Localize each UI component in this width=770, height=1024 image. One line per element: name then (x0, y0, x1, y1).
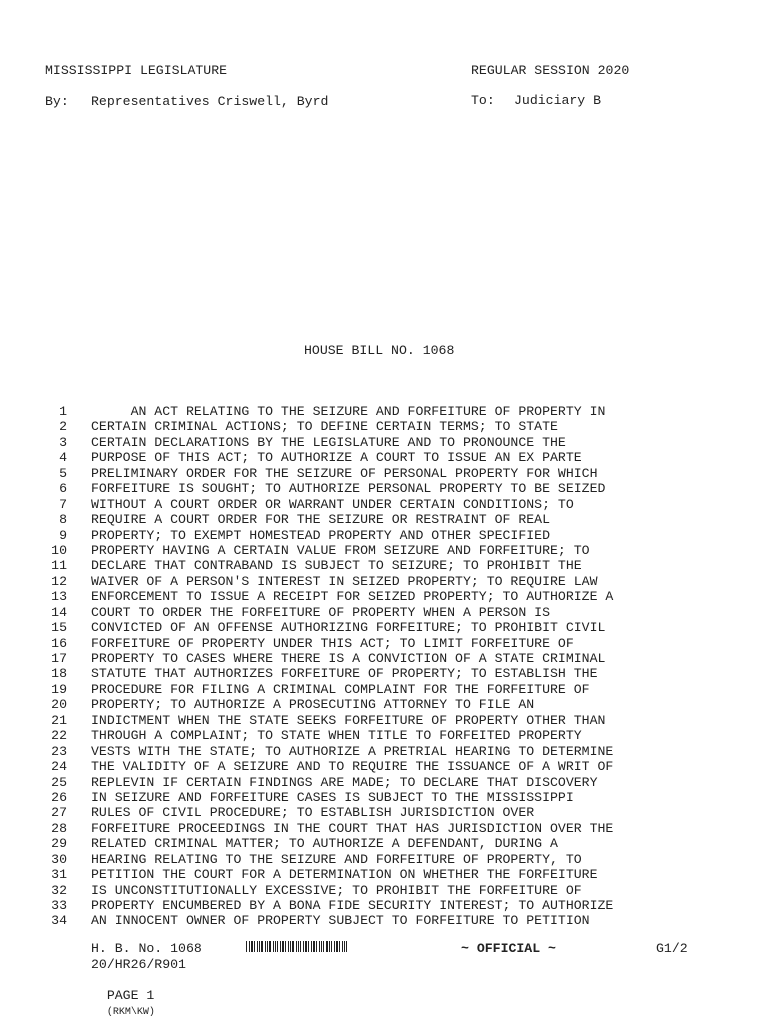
barcode-bar (305, 941, 307, 952)
footer-bill-ref: H. B. No. 1068 (91, 941, 202, 956)
line-text: AN INNOCENT OWNER OF PROPERTY SUBJECT TO FORFEITURE TO PETITION (91, 913, 590, 929)
bill-line (0, 466, 770, 481)
line-number: 11 (51, 558, 67, 574)
to-label: To: (471, 93, 495, 108)
line-text: PROPERTY; TO AUTHORIZE A PROSECUTING ATTORNEY TO FILE AN (91, 697, 535, 713)
bill-line (0, 419, 770, 434)
bill-line (0, 574, 770, 589)
line-text: PRELIMINARY ORDER FOR THE SEIZURE OF PERSONAL PROPERTY FOR WHICH (91, 465, 598, 481)
bill-line (0, 790, 770, 805)
barcode-bar (269, 941, 271, 952)
bill-line (0, 775, 770, 790)
barcode-bar (273, 941, 274, 952)
barcode-bar (259, 941, 260, 952)
barcode-bar (292, 941, 294, 952)
barcode-bar (265, 941, 266, 952)
line-number: 34 (51, 913, 67, 929)
bill-line (0, 589, 770, 604)
bill-line (0, 898, 770, 913)
barcode-bar (277, 941, 278, 952)
barcode-bar (282, 941, 284, 952)
barcode-bar (326, 941, 328, 952)
line-number: 3 (59, 434, 67, 450)
bill-line (0, 744, 770, 759)
barcode-bar (261, 941, 263, 952)
line-text: RELATED CRIMINAL MATTER; TO AUTHORIZE A DEFENDANT, DURING A (91, 836, 558, 852)
official-label: ~ OFFICIAL ~ (461, 941, 556, 956)
bill-line (0, 620, 770, 635)
bill-line (0, 682, 770, 697)
doc-code: 20/HR26/R901 (91, 957, 186, 972)
line-text: WAIVER OF A PERSON'S INTEREST IN SEIZED PROPERTY; TO REQUIRE LAW (91, 573, 598, 589)
barcode-bar (339, 941, 340, 952)
line-text: ENFORCEMENT TO ISSUE A RECEIPT FOR SEIZED PROPERTY; TO AUTHORIZE A (91, 589, 614, 605)
line-number: 20 (51, 697, 67, 713)
barcode-bar (246, 941, 247, 952)
line-number: 4 (59, 450, 67, 466)
bill-line (0, 543, 770, 558)
barcode-bar (323, 941, 324, 952)
barcode-bar (313, 941, 315, 952)
line-text: CERTAIN CRIMINAL ACTIONS; TO DEFINE CERTAIN TERMS; TO STATE (91, 419, 558, 435)
line-number: 24 (51, 759, 67, 775)
line-text: FORFEITURE IS SOUGHT; TO AUTHORIZE PERSONAL PROPERTY TO BE SEIZED (91, 481, 606, 497)
bill-line (0, 821, 770, 836)
line-number: 25 (51, 774, 67, 790)
line-number: 8 (59, 512, 67, 528)
line-text: IN SEIZURE AND FORFEITURE CASES IS SUBJECT TO THE MISSISSIPPI (91, 789, 574, 805)
line-text: PROCEDURE FOR FILING A CRIMINAL COMPLAINT FOR THE FORFEITURE OF (91, 681, 590, 697)
line-text: VESTS WITH THE STATE; TO AUTHORIZE A PRETRIAL HEARING TO DETERMINE (91, 743, 614, 759)
line-text: STATUTE THAT AUTHORIZES FORFEITURE OF PROPERTY; TO ESTABLISH THE (91, 666, 598, 682)
bill-line (0, 636, 770, 651)
bill-line (0, 435, 770, 450)
line-number: 19 (51, 681, 67, 697)
bill-line (0, 404, 770, 419)
line-number: 14 (51, 604, 67, 620)
barcode-bar (321, 941, 322, 952)
line-text: CONVICTED OF AN OFFENSE AUTHORIZING FORFEITURE; TO PROHIBIT CIVIL (91, 620, 606, 636)
session-title: REGULAR SESSION 2020 (471, 63, 630, 78)
barcode-bar (308, 941, 309, 952)
line-text: REQUIRE A COURT ORDER FOR THE SEIZURE OR RESTRAINT OF REAL (91, 512, 550, 528)
line-number: 1 (59, 404, 67, 419)
bill-line (0, 481, 770, 496)
barcode-bar (346, 941, 347, 952)
committee: Judiciary B (514, 93, 602, 108)
barcode-bar (280, 941, 281, 952)
line-number: 13 (51, 589, 67, 605)
bill-body (0, 404, 770, 929)
barcode-bar (267, 941, 268, 952)
line-number: 22 (51, 728, 67, 744)
page-code: G1/2 (656, 941, 688, 956)
line-number: 26 (51, 789, 67, 805)
bill-title: HOUSE BILL NO. 1068 (304, 343, 455, 358)
bill-line (0, 697, 770, 712)
line-number: 31 (51, 867, 67, 883)
page-number: PAGE 1 (106, 988, 155, 1003)
bill-line (0, 867, 770, 882)
bill-line (0, 852, 770, 867)
line-text: PROPERTY; TO EXEMPT HOMESTEAD PROPERTY AND OTHER SPECIFIED (91, 527, 550, 543)
line-number: 23 (51, 743, 67, 759)
bill-line (0, 558, 770, 573)
line-text: THE VALIDITY OF A SEIZURE AND TO REQUIRE THE ISSUANCE OF A WRIT OF (91, 759, 614, 775)
barcode-bar (275, 941, 276, 952)
bill-line (0, 713, 770, 728)
line-text: FORFEITURE OF PROPERTY UNDER THIS ACT; TO LIMIT FORFEITURE OF (91, 635, 574, 651)
bill-line (0, 605, 770, 620)
line-text: PROPERTY TO CASES WHERE THERE IS A CONVICTION OF A STATE CRIMINAL (91, 651, 606, 666)
barcode-bar (344, 941, 345, 952)
barcode-bar (300, 941, 301, 952)
line-number: 10 (51, 542, 67, 558)
line-text: CERTAIN DECLARATIONS BY THE LEGISLATURE AND TO PRONOUNCE THE (91, 434, 566, 450)
line-text: DECLARE THAT CONTRABAND IS SUBJECT TO SEIZURE; TO PROHIBIT THE (91, 558, 582, 574)
line-number: 7 (59, 496, 67, 512)
line-text: PROPERTY HAVING A CERTAIN VALUE FROM SEIZURE AND FORFEITURE; TO (91, 542, 590, 558)
line-number: 17 (51, 651, 67, 666)
line-text: HEARING RELATING TO THE SEIZURE AND FORFEITURE OF PROPERTY, TO (91, 851, 582, 867)
page-label (91, 973, 155, 1018)
barcode-bar (254, 941, 255, 952)
line-text: PURPOSE OF THIS ACT; TO AUTHORIZE A COURT TO ISSUE AN EX PARTE (91, 450, 582, 466)
barcode-bar (331, 941, 332, 952)
line-text: COURT TO ORDER THE FORFEITURE OF PROPERTY WHEN A PERSON IS (91, 604, 550, 620)
line-text: WITHOUT A COURT ORDER OR WARRANT UNDER CERTAIN CONDITIONS; TO (91, 496, 574, 512)
barcode-bar (319, 941, 320, 952)
line-number: 9 (59, 527, 67, 543)
bill-line (0, 805, 770, 820)
line-number: 29 (51, 836, 67, 852)
line-text: AN ACT RELATING TO THE SEIZURE AND FORFEITURE OF PROPERTY IN (91, 404, 606, 419)
bill-line (0, 450, 770, 465)
barcode-bar (249, 941, 250, 952)
barcode-icon (246, 941, 356, 952)
barcode-bar (290, 941, 291, 952)
barcode-bar (329, 941, 330, 952)
line-text: FORFEITURE PROCEEDINGS IN THE COURT THAT HAS JURISDICTION OVER THE (91, 820, 614, 836)
line-number: 16 (51, 635, 67, 651)
sponsors: Representatives Criswell, Byrd (91, 94, 329, 109)
barcode-bar (285, 941, 286, 952)
by-label: By: (45, 94, 69, 109)
line-text: IS UNCONSTITUTIONALLY EXCESSIVE; TO PROHIBIT THE FORFEITURE OF (91, 882, 582, 898)
barcode-bar (251, 941, 253, 952)
bill-line (0, 666, 770, 681)
bill-line (0, 528, 770, 543)
initials: (RKM\KW) (106, 1007, 155, 1018)
barcode-bar (336, 941, 338, 952)
line-number: 21 (51, 712, 67, 728)
bill-line (0, 883, 770, 898)
barcode-bar (257, 941, 258, 952)
line-number: 33 (51, 898, 67, 913)
barcode-bar (342, 941, 343, 952)
line-number: 32 (51, 882, 67, 898)
line-number: 2 (59, 419, 67, 435)
line-text: PROPERTY ENCUMBERED BY A BONA FIDE SECURITY INTEREST; TO AUTHORIZE (91, 898, 614, 913)
bill-line (0, 512, 770, 527)
bill-line (0, 728, 770, 743)
barcode-bar (298, 941, 299, 952)
barcode-bar (316, 941, 317, 952)
line-text: RULES OF CIVIL PROCEDURE; TO ESTABLISH JURISDICTION OVER (91, 805, 535, 821)
line-number: 5 (59, 465, 67, 481)
barcode-bar (296, 941, 297, 952)
legislature-title: MISSISSIPPI LEGISLATURE (45, 63, 228, 78)
bill-line (0, 497, 770, 512)
line-number: 6 (59, 481, 67, 497)
line-text: PETITION THE COURT FOR A DETERMINATION ON WHETHER THE FORFEITURE (91, 867, 598, 883)
bill-line (0, 759, 770, 774)
barcode-bar (288, 941, 289, 952)
line-number: 27 (51, 805, 67, 821)
bill-line (0, 836, 770, 851)
line-number: 18 (51, 666, 67, 682)
line-number: 12 (51, 573, 67, 589)
line-number: 15 (51, 620, 67, 636)
line-number: 28 (51, 820, 67, 836)
barcode-bar (303, 941, 304, 952)
barcode-bar (334, 941, 335, 952)
line-text: INDICTMENT WHEN THE STATE SEEKS FORFEITURE OF PROPERTY OTHER THAN (91, 712, 606, 728)
bill-line (0, 913, 770, 928)
line-text: REPLEVIN IF CERTAIN FINDINGS ARE MADE; TO DECLARE THAT DISCOVERY (91, 774, 598, 790)
line-number: 30 (51, 851, 67, 867)
bill-line (0, 651, 770, 666)
barcode-bar (311, 941, 312, 952)
line-text: THROUGH A COMPLAINT; TO STATE WHEN TITLE TO FORFEITED PROPERTY (91, 728, 582, 744)
